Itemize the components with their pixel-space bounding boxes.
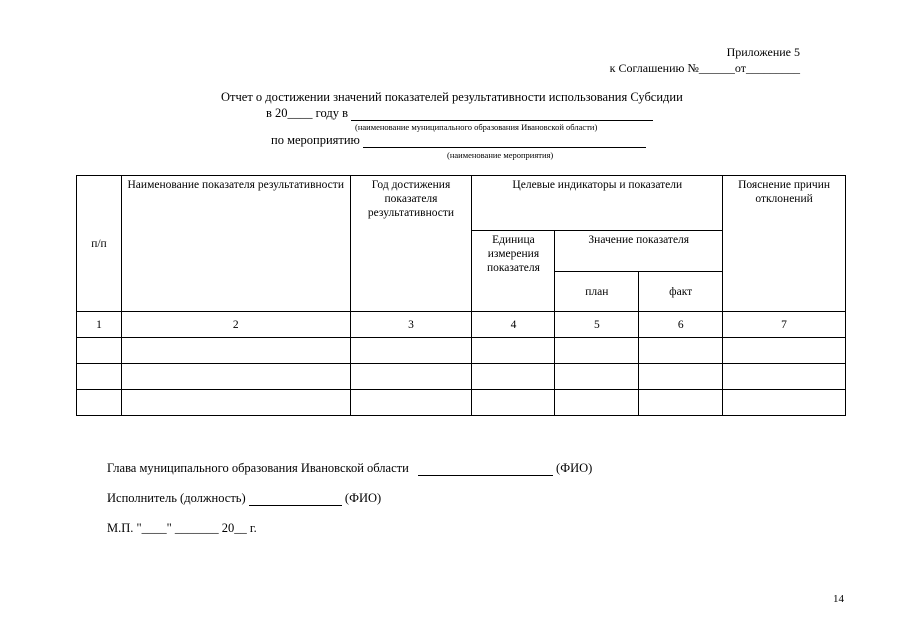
executor-signature-line (107, 491, 381, 506)
column-number: 2 (121, 312, 350, 338)
table-cell (121, 338, 350, 364)
header-plan: план (555, 272, 639, 312)
appendix-number: Приложение 5 (726, 45, 800, 59)
table-cell (555, 338, 639, 364)
report-title: Отчет о достижении значений показателей результативности использования Субсидии (221, 90, 683, 104)
table-cell (350, 364, 472, 390)
table-cell (639, 390, 723, 416)
table-cell (77, 390, 122, 416)
column-number: 3 (350, 312, 472, 338)
appendix-header (610, 44, 800, 76)
report-table (76, 175, 846, 416)
table-cell (555, 364, 639, 390)
municipality-caption: (наименование муниципального образования Ивановской области) (355, 122, 598, 132)
table-cell (723, 364, 846, 390)
table-cell (555, 390, 639, 416)
event-caption: (наименование мероприятия) (447, 150, 554, 160)
table-cell (77, 364, 122, 390)
head-label: Глава муниципального образования Ивановской области (107, 461, 409, 475)
table-row (77, 338, 846, 364)
header-value: Значение показателя (555, 231, 723, 272)
column-number: 5 (555, 312, 639, 338)
executor-label: Исполнитель (должность) (107, 491, 246, 505)
column-number: 7 (723, 312, 846, 338)
event-prefix: по мероприятию (271, 133, 360, 147)
table-cell (121, 390, 350, 416)
header-year: Год достижения показателя результативности (350, 176, 472, 312)
agreement-reference: к Соглашению №______от_________ (609, 61, 800, 75)
table-cell (639, 338, 723, 364)
year-prefix: в 20____ году в (266, 106, 348, 120)
table-cell (350, 338, 472, 364)
table-cell (723, 338, 846, 364)
column-number: 4 (472, 312, 555, 338)
header-targets: Целевые индикаторы и показатели (472, 176, 723, 231)
header-row-1 (77, 176, 846, 231)
table-cell (639, 364, 723, 390)
municipality-blank (351, 108, 653, 121)
table-cell (350, 390, 472, 416)
head-fio: (ФИО) (556, 461, 593, 475)
table-cell (77, 338, 122, 364)
header-explanation: Пояснение причин отклонений (723, 176, 846, 312)
header-fact: факт (639, 272, 723, 312)
executor-signature-blank (249, 493, 342, 506)
event-line (271, 133, 646, 148)
stamp-date-line: М.П. "____" _______ 20__ г. (107, 521, 257, 535)
page-number: 14 (833, 593, 844, 605)
executor-fio: (ФИО) (344, 491, 382, 505)
table-row (77, 364, 846, 390)
column-number: 6 (639, 312, 723, 338)
event-blank (363, 135, 646, 148)
table-cell (472, 338, 555, 364)
column-numbers-row (77, 312, 846, 338)
table-cell (121, 364, 350, 390)
header-indicator-name: Наименование показателя результативности (121, 176, 350, 312)
table-row (77, 390, 846, 416)
column-number: 1 (77, 312, 122, 338)
year-municipality-line (266, 106, 653, 121)
table-cell (723, 390, 846, 416)
header-unit: Единица измерения показателя (472, 231, 555, 312)
table-cell (472, 390, 555, 416)
table-cell (472, 364, 555, 390)
header-num: п/п (77, 176, 122, 312)
head-signature-blank (418, 463, 553, 476)
head-signature-line (107, 461, 592, 476)
